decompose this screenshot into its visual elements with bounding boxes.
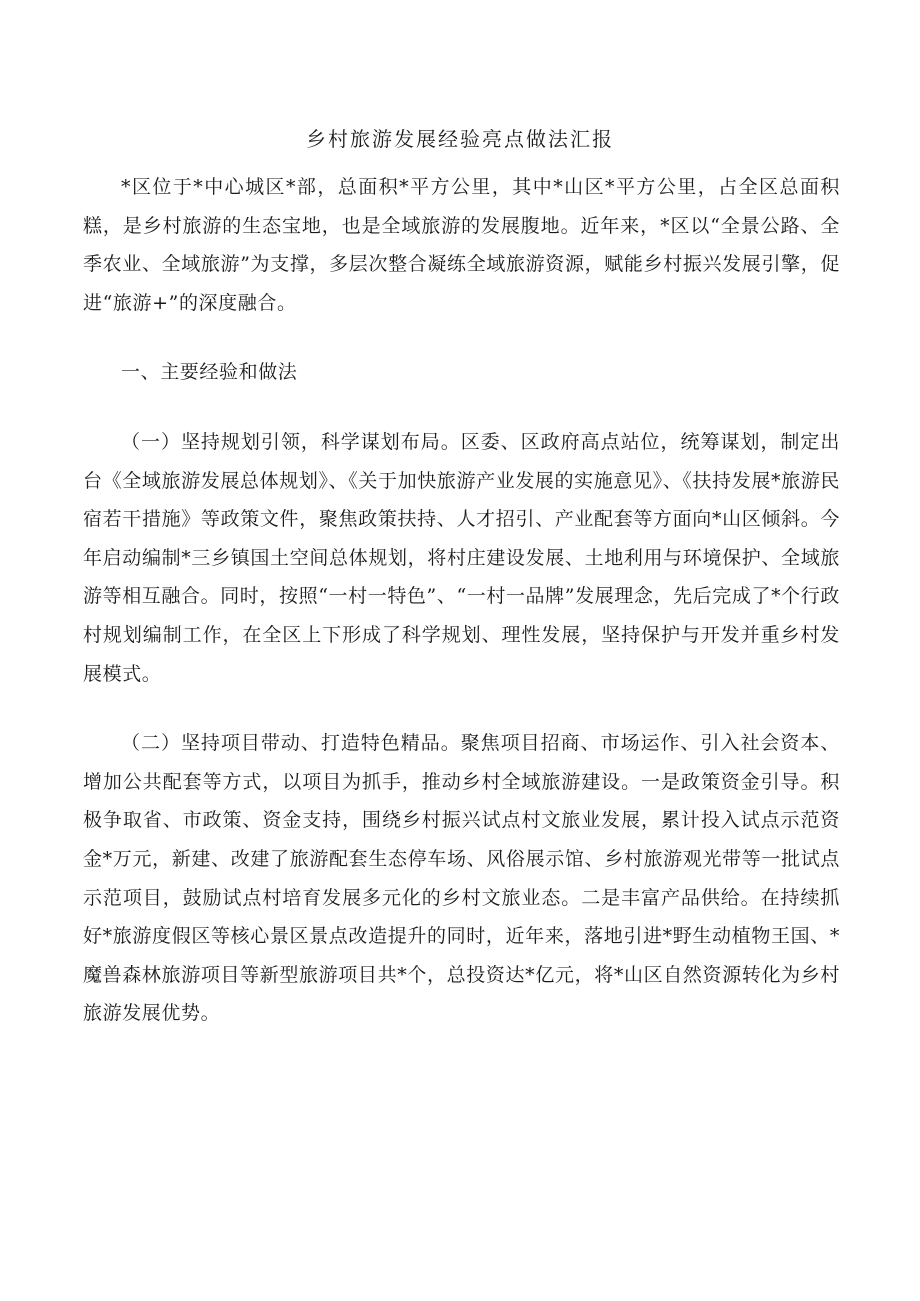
projects-paragraph: （二）坚持项目带动、打造特色精品。聚焦项目招商、市场运作、引入社会资本、增加公共配套等方式，以项目为抓手，推动乡村全域旅游建设。一是政策资金引导。积极争取省、市政策、资金支持，围绕乡村振兴试点村文旅业发展，累计投入试点示范资金*万元，新建、改建了旅游配套生态停车场、风俗展示馆、乡村旅游观光带等一批试点示范项目，鼓励试点村培育发展多元化的乡村文旅业态。二是丰富产品供给。在持续抓好*旅游度假区等核心景区景点改造提升的同时，近年来，落地引进*野生动植物王国、*魔兽森林旅游项目等新型旅游项目共*个，总投资达*亿元，将*山区自然资源转化为乡村旅游发展优势。	[83, 732, 840, 1025]
document-body	[83, 168, 840, 1033]
planning-paragraph: （一）坚持规划引领，科学谋划布局。区委、区政府高点站位，统筹谋划，制定出台《全域旅游发展总体规划》、《关于加快旅游产业发展的实施意见》、《扶持发展*旅游民宿若干措施》等政策文件，聚焦政策扶持、人才招引、产业配套等方面向*山区倾斜。今年启动编制*三乡镇国土空间总体规划，将村庄建设发展、土地利用与环境保护、全域旅游等相互融合。同时，按照“一村一特色”、“一村一品牌”发展理念，先后完成了*个行政村规划编制工作，在全区上下形成了科学规划、理性发展，坚持保护与开发并重乡村发展模式。	[83, 430, 840, 685]
section-heading: 一、主要经验和做法	[121, 361, 298, 384]
document-title: 乡村旅游发展经验亮点做法汇报	[306, 127, 614, 151]
intro-paragraph: *区位于*中心城区*部，总面积*平方公里，其中*山区*平方公里，占全区总面积糕，是乡村旅游的生态宝地，也是全域旅游的发展腹地。近年来，*区以“全景公路、全季农业、全域旅游”为支撑，多层次整合凝练全域旅游资源，赋能乡村振兴发展引擎，促进“旅游+”的深度融合。	[83, 176, 840, 314]
